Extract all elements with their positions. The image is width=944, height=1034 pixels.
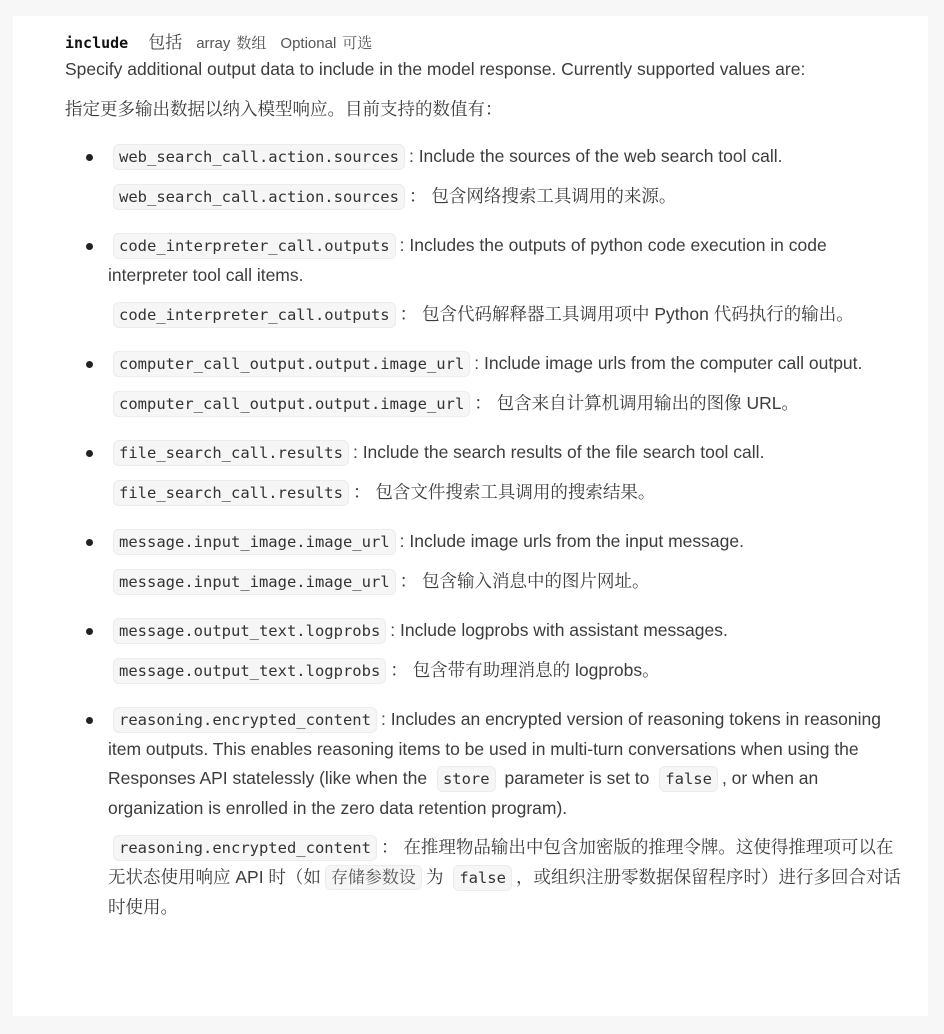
bullet-icon [86, 628, 93, 635]
value-code: message.input_image.image_url [113, 529, 396, 555]
value-desc-cn: ： 包含来自计算机调用输出的图像 URL。 [474, 393, 800, 413]
param-header [65, 28, 905, 54]
bullet-icon [86, 361, 93, 368]
value-desc-cn: ： 包含代码解释器工具调用项中 Python 代码执行的输出。 [399, 304, 854, 324]
value-code: code_interpreter_call.outputs [113, 302, 396, 328]
value-desc-cn: ： 包含输入消息中的图片网址。 [399, 571, 650, 591]
value-code: file_search_call.results [113, 440, 349, 466]
list-item [65, 527, 905, 597]
list-item: reasoning.encrypted_content : Includes an encrypted version of reasoning tokens in reasoning item outputs. This enables reasoning items to be used in multi-turn conversations when using the Responses API statelessly (like when the store parameter is set to false , or when an organization is enrolled in the zero data retention program). reasoning.encrypted_content ： 在推理物品输出中包含加密版的推理令牌。这使得推理项可以在无状态使用响应 API 时（如 存储参数设 为 false ，或组织注册零数据保留程序时）进行多回合对话时使用。 [65, 705, 905, 922]
param-doc [65, 28, 905, 941]
value-desc-en: : Include logprobs with assistant messages. [390, 620, 728, 640]
value-code: message.output_text.logprobs [113, 658, 386, 684]
value-desc-cn: ： 在推理物品输出中包含加密版的推理令牌。这使得推理项可以在无状态使用响应 API 时（如 [108, 837, 894, 887]
value-desc-en: : Include image urls from the input message. [399, 531, 744, 551]
bullet-icon [86, 717, 93, 724]
value-code: reasoning.encrypted_content [113, 707, 377, 733]
value-code: file_search_call.results [113, 480, 349, 506]
description-en: Specify additional output data to include in the model response. Currently supported values are: [65, 59, 806, 79]
bullet-icon [86, 450, 93, 457]
param-name-cn: 包括 [148, 33, 183, 52]
value-desc-cn: ： 包含文件搜索工具调用的搜索结果。 [352, 482, 656, 502]
value-code: message.output_text.logprobs [113, 618, 386, 644]
list-item [65, 349, 905, 419]
value-desc-cn: ： 包含带有助理消息的 logprobs。 [390, 660, 660, 680]
doc-card [13, 16, 928, 1016]
value-desc-en: : Include image urls from the computer call output. [474, 353, 863, 373]
value-code: web_search_call.action.sources [113, 184, 405, 210]
param-name: include [65, 34, 129, 52]
value-code: web_search_call.action.sources [113, 144, 405, 170]
value-desc-en: : Includes the outputs of python code execution in code interpreter tool call items. [108, 235, 827, 285]
param-type-cn: 数组 [236, 35, 267, 52]
list-item [65, 142, 905, 212]
store-code: store [437, 766, 496, 792]
store-chip-cn: 存储参数设 [325, 865, 422, 890]
list-item [65, 438, 905, 508]
value-desc-en: : Include the sources of the web search tool call. [408, 146, 783, 166]
list-item [65, 616, 905, 686]
bullet-icon [86, 243, 93, 250]
value-code: reasoning.encrypted_content [113, 835, 377, 861]
param-optional: Optional [280, 35, 337, 52]
description-cn: 指定更多输出数据以纳入模型响应。目前支持的数值有： [65, 99, 503, 119]
bullet-icon [86, 154, 93, 161]
false-code: false [453, 865, 512, 891]
list-item [65, 231, 905, 330]
value-code: computer_call_output.output.image_url [113, 391, 470, 417]
value-desc-cn: ： 包含网络搜索工具调用的来源。 [408, 186, 677, 206]
value-desc-en: : Include the search results of the file search tool call. [352, 442, 765, 462]
value-code: computer_call_output.output.image_url [113, 351, 470, 377]
values-list [65, 142, 905, 922]
value-code: code_interpreter_call.outputs [113, 233, 396, 259]
value-code: message.input_image.image_url [113, 569, 396, 595]
param-optional-cn: 可选 [342, 35, 373, 52]
value-desc-en: : Includes an encrypted version of reasoning tokens in reasoning item outputs. This enables reasoning items to be used in multi-turn conversations when using the Responses API statelessly (like when the [108, 709, 882, 788]
false-code: false [659, 766, 718, 792]
bullet-icon [86, 539, 93, 546]
param-type: array [196, 35, 231, 52]
